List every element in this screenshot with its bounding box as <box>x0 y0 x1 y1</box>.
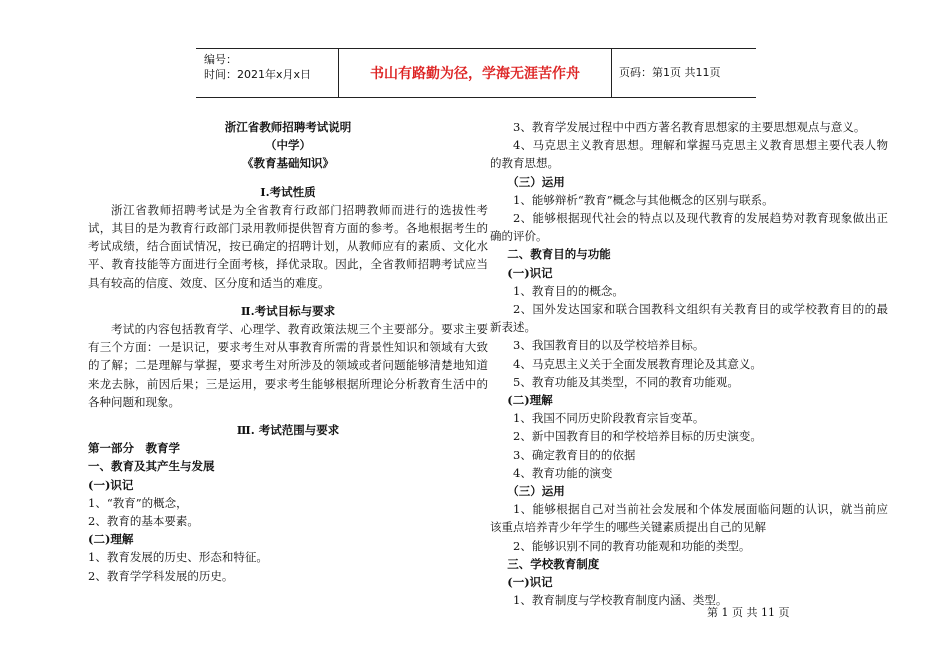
list-item: 1、“教育”的概念， <box>88 495 188 510</box>
chapter-heading: 二、教育目的与功能 <box>507 247 611 262</box>
sub-heading: (一)识记 <box>507 265 553 280</box>
sub-heading: (二)理解 <box>88 532 134 547</box>
sub-heading: (一)识记 <box>88 477 134 492</box>
list-item: 4、马克思主义教育思想。理解和掌握马克思主义教育思想主要代表人物的教育思想。 <box>490 138 888 171</box>
list-item: 2、国外发达国家和联合国教科文组织有关教育目的或学校教育目的的最新表述。 <box>490 302 888 335</box>
section-heading: Ⅱ.考试目标与要求 <box>240 303 336 318</box>
paragraph: 考试的内容包括教育学、心理学、教育政策法规三个主要部分。要求主要有三个方面：一是识记，要求考生对从事教育所需的背景性知识和领域有大致的了解；二是理解与掌握，要求考生对所涉及的领域或者问题能够清楚地知道来龙去脉，前因后果；三是运用，要求考生能够根据所理论分析教育生活中的各种问题和现象。 <box>88 322 488 409</box>
chapter-heading: 一、教育及其产生与发展 <box>88 459 215 474</box>
list-item: 4、教育功能的演变 <box>513 465 613 480</box>
page-header <box>196 48 756 98</box>
chapter-heading: 三、学校教育制度 <box>507 556 600 571</box>
sub-heading: （三）运用 <box>507 174 565 189</box>
section-heading: Ⅲ. 考试范围与要求 <box>236 423 340 438</box>
motto: 书山有路勤为径，学海无涯苦作舟 <box>370 66 580 82</box>
header-meta <box>196 49 339 97</box>
doc-subtitle: （中学） <box>265 138 311 153</box>
list-item: 1、教育制度与学校教育制度内涵、类型。 <box>513 593 728 608</box>
number-label: 编号： <box>204 53 237 66</box>
list-item: 1、能够根据自己对当前社会发展和个体发展面临问题的认识，就当前应该重点培养青少年学生的哪些关键素质提出自己的见解 <box>490 502 888 535</box>
list-item: 1、我国不同历史阶段教育宗旨变革。 <box>513 411 705 426</box>
list-item: 3、我国教育目的以及学校培养目标。 <box>513 338 705 353</box>
paragraph: 浙江省教师招聘考试是为全省教育行政部门招聘教师而进行的选拔性考试，其目的是为教育行政部门录用教师提供智育方面的参考。各地根据考生的考试成绩，结合面试情况，按已确定的招聘计划，从教师应有的素质、文化水平、教育技能等方面进行全面考核，择优录取。因此，全省教师招聘考试应当具有较高的信度、效度、区分度和适当的难度。 <box>88 202 488 290</box>
list-item: 2、教育学学科发展的历史。 <box>88 568 234 583</box>
list-item: 3、确定教育目的的依据 <box>513 447 636 462</box>
list-item: 2、能够识别不同的教育功能观和功能的类型。 <box>513 538 751 553</box>
list-item: 4、马克思主义关于全面发展教育理论及其意义。 <box>513 356 762 371</box>
part-heading: 第一部分 教育学 <box>88 441 180 456</box>
header-motto-cell <box>339 49 612 97</box>
list-item: 1、能够辩析“教育”概念与其他概念的区别与联系。 <box>513 192 774 207</box>
list-item: 3、教育学发展过程中中西方著名教育思想家的主要思想观点与意义。 <box>513 120 866 134</box>
doc-subject: 《教育基础知识》 <box>242 156 334 171</box>
section-heading: Ⅰ.考试性质 <box>260 184 316 199</box>
sub-heading: （三）运用 <box>507 484 565 499</box>
list-item: 1、教育发展的历史、形态和特征。 <box>88 550 268 565</box>
doc-title: 浙江省教师招聘考试说明 <box>224 120 352 134</box>
sub-heading: (二)理解 <box>507 393 553 408</box>
list-item: 2、能够根据现代社会的特点以及现代教育的发展趋势对教育现象做出正确的评价。 <box>490 211 888 244</box>
sub-heading: (一)识记 <box>507 575 553 590</box>
list-item: 5、教育功能及其类型，不同的教育功能观。 <box>513 374 739 389</box>
left-column <box>88 118 488 585</box>
page-code: 页码：第1页 共11页 <box>619 66 721 79</box>
list-item: 2、教育的基本要素。 <box>88 514 199 529</box>
time-label: 时间：2021年x月x日 <box>204 68 312 81</box>
right-column <box>490 118 888 609</box>
list-item: 1、教育目的的概念。 <box>513 283 624 298</box>
page-footer: 第 1 页 共 11 页 <box>707 606 790 619</box>
list-item: 2、新中国教育目的和学校培养目标的历史演变。 <box>513 429 762 444</box>
